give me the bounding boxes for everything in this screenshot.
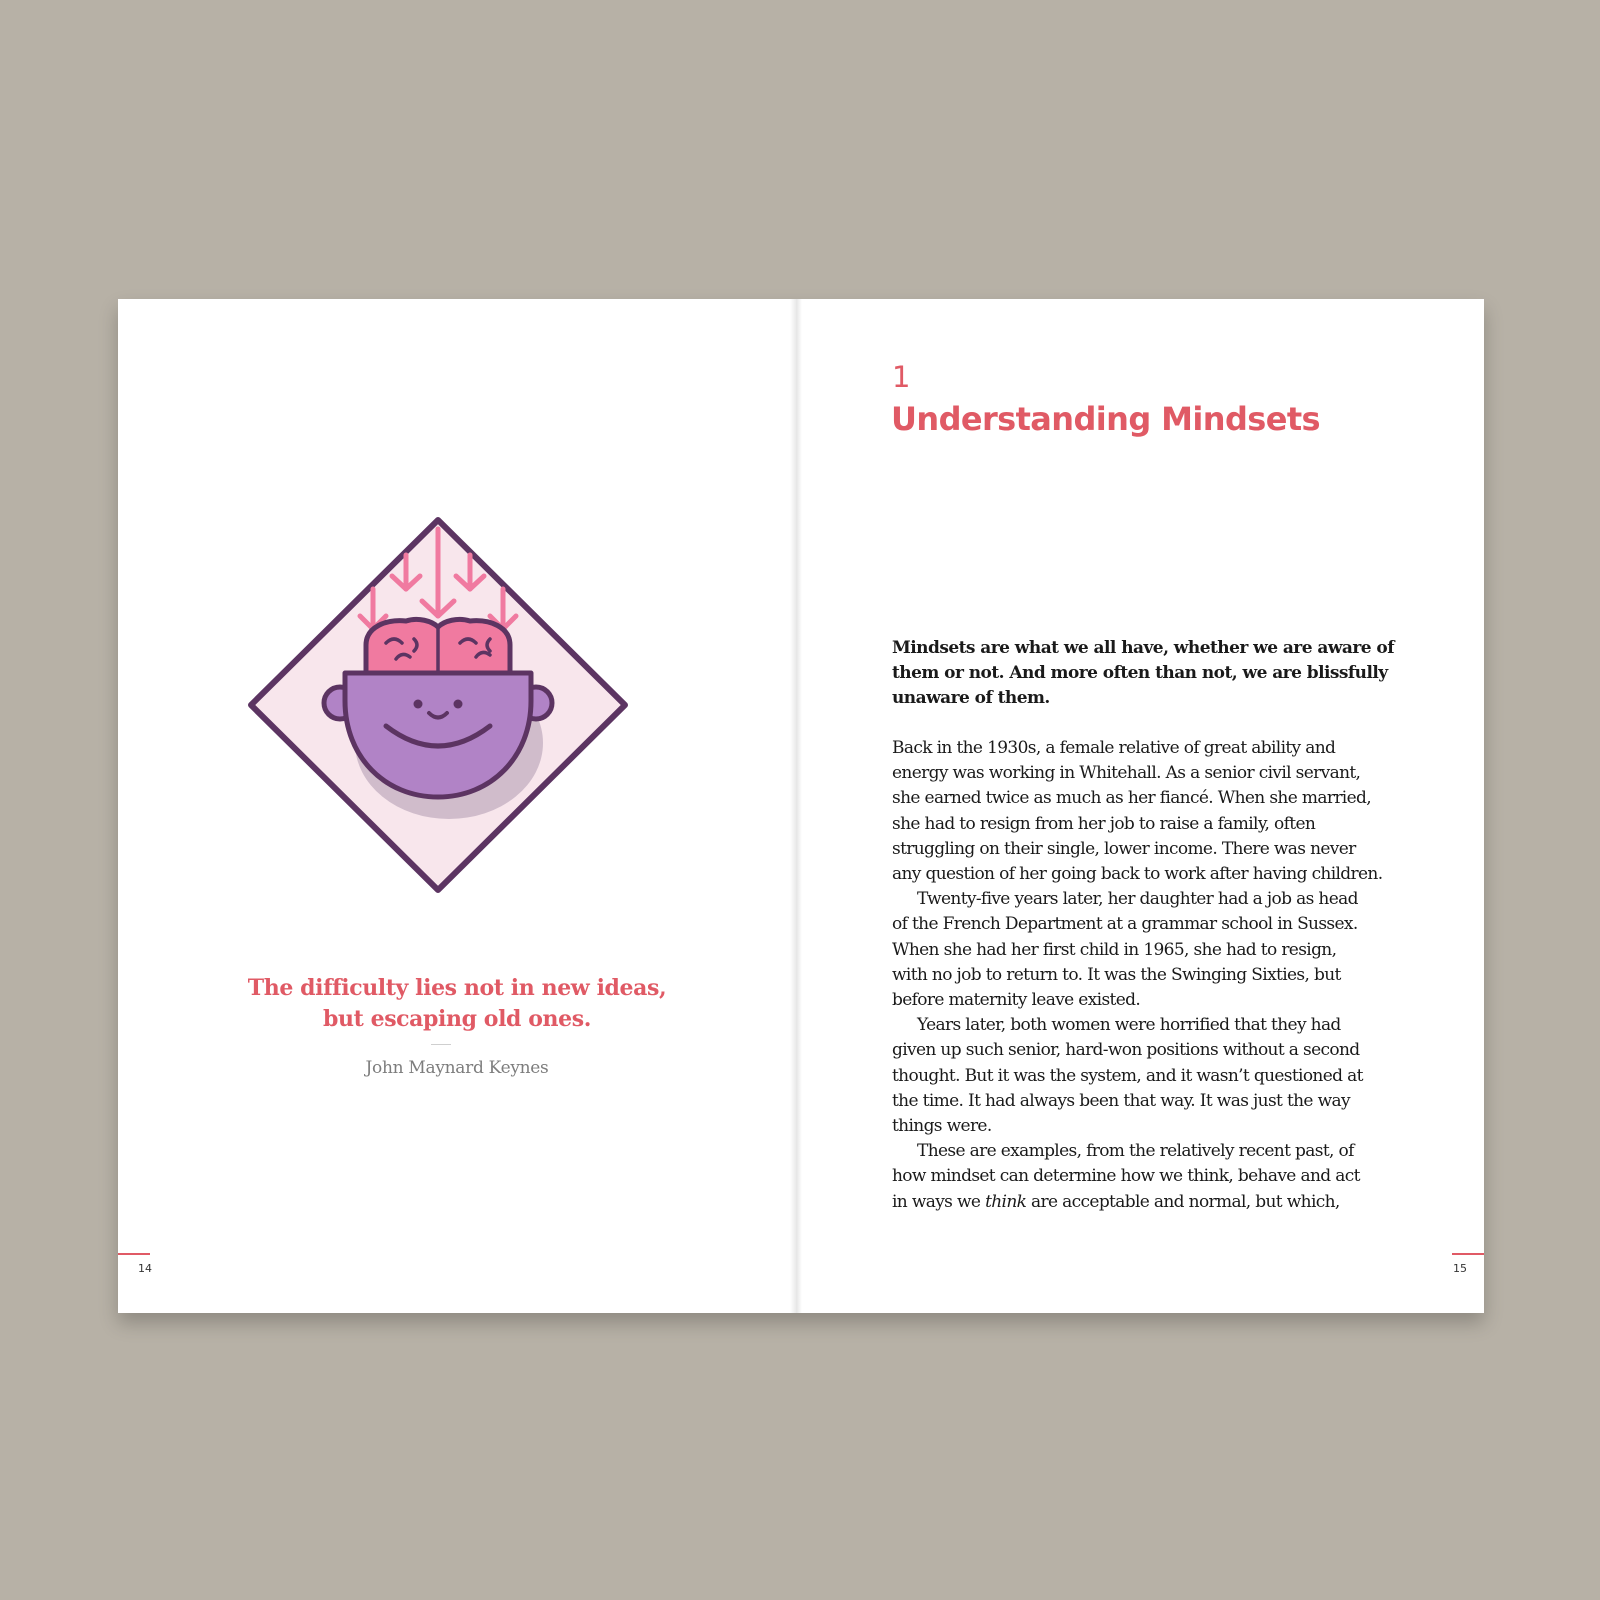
quote-line: but escaping old ones. bbox=[323, 1006, 591, 1032]
page-number-right: 15 bbox=[1453, 1262, 1467, 1275]
body-line bbox=[892, 1190, 1392, 1215]
body-line: any question of her going back to work after having children. bbox=[892, 864, 1383, 885]
body-line: of the French Department at a grammar school in Sussex. bbox=[892, 914, 1358, 935]
body-line: Back in the 1930s, a female relative of great ability and bbox=[892, 738, 1336, 758]
body-line: Years later, both women were horrified that they had bbox=[917, 1015, 1341, 1036]
open-mind-illustration bbox=[246, 515, 630, 899]
book-gutter bbox=[790, 299, 802, 1313]
quote-line: The difficulty lies not in new ideas, bbox=[247, 975, 667, 1001]
body-line: the time. It had always been that way. It was just the way bbox=[892, 1090, 1350, 1111]
lead-line: unaware of them. bbox=[892, 688, 1050, 708]
emphasis-text: think bbox=[985, 1191, 1027, 1212]
quote-author: John Maynard Keynes bbox=[365, 1058, 549, 1078]
body-line: things were. bbox=[892, 1116, 992, 1137]
chapter-number: 1 bbox=[892, 360, 911, 394]
lead-line: them or not. And more often than not, we are blissfully bbox=[892, 663, 1388, 683]
body-line: how mindset can determine how we think, behave and act bbox=[892, 1166, 1360, 1187]
book-spread bbox=[118, 299, 1484, 1313]
body-line: she earned twice as much as her fiancé. When she married, bbox=[892, 788, 1371, 809]
body-line: When she had her first child in 1965, she had to resign, bbox=[892, 939, 1337, 960]
body-line: she had to resign from her job to raise a family, often bbox=[892, 813, 1316, 834]
epigraph-quote bbox=[202, 973, 712, 1035]
folio-rule bbox=[118, 1253, 150, 1255]
body-line: with no job to return to. It was the Swinging Sixties, but bbox=[892, 964, 1341, 985]
body-line: given up such senior, hard-won positions without a second bbox=[892, 1040, 1360, 1061]
lead-paragraph bbox=[892, 636, 1392, 711]
body-line: These are examples, from the relatively recent past, of bbox=[917, 1141, 1354, 1162]
body-line: Twenty-five years later, her daughter had a job as head bbox=[917, 889, 1358, 910]
page-number-left: 14 bbox=[138, 1262, 152, 1275]
body-line: energy was working in Whitehall. As a senior civil servant, bbox=[892, 763, 1361, 784]
body-line: before maternity leave existed. bbox=[892, 990, 1141, 1011]
body-text bbox=[892, 736, 1392, 1215]
chapter-title: Understanding Mindsets bbox=[891, 400, 1320, 438]
line-text: in ways we bbox=[892, 1191, 986, 1212]
body-line: struggling on their single, lower income. There was never bbox=[892, 838, 1356, 859]
quote-divider bbox=[431, 1044, 451, 1045]
folio-rule bbox=[1452, 1253, 1484, 1255]
lead-line: Mindsets are what we all have, whether we are aware of bbox=[892, 638, 1394, 658]
body-line: thought. But it was the system, and it wasn’t questioned at bbox=[892, 1065, 1363, 1086]
left-page bbox=[118, 299, 796, 1313]
line-text: are acceptable and normal, but which, bbox=[1026, 1191, 1340, 1212]
right-page bbox=[802, 299, 1484, 1313]
